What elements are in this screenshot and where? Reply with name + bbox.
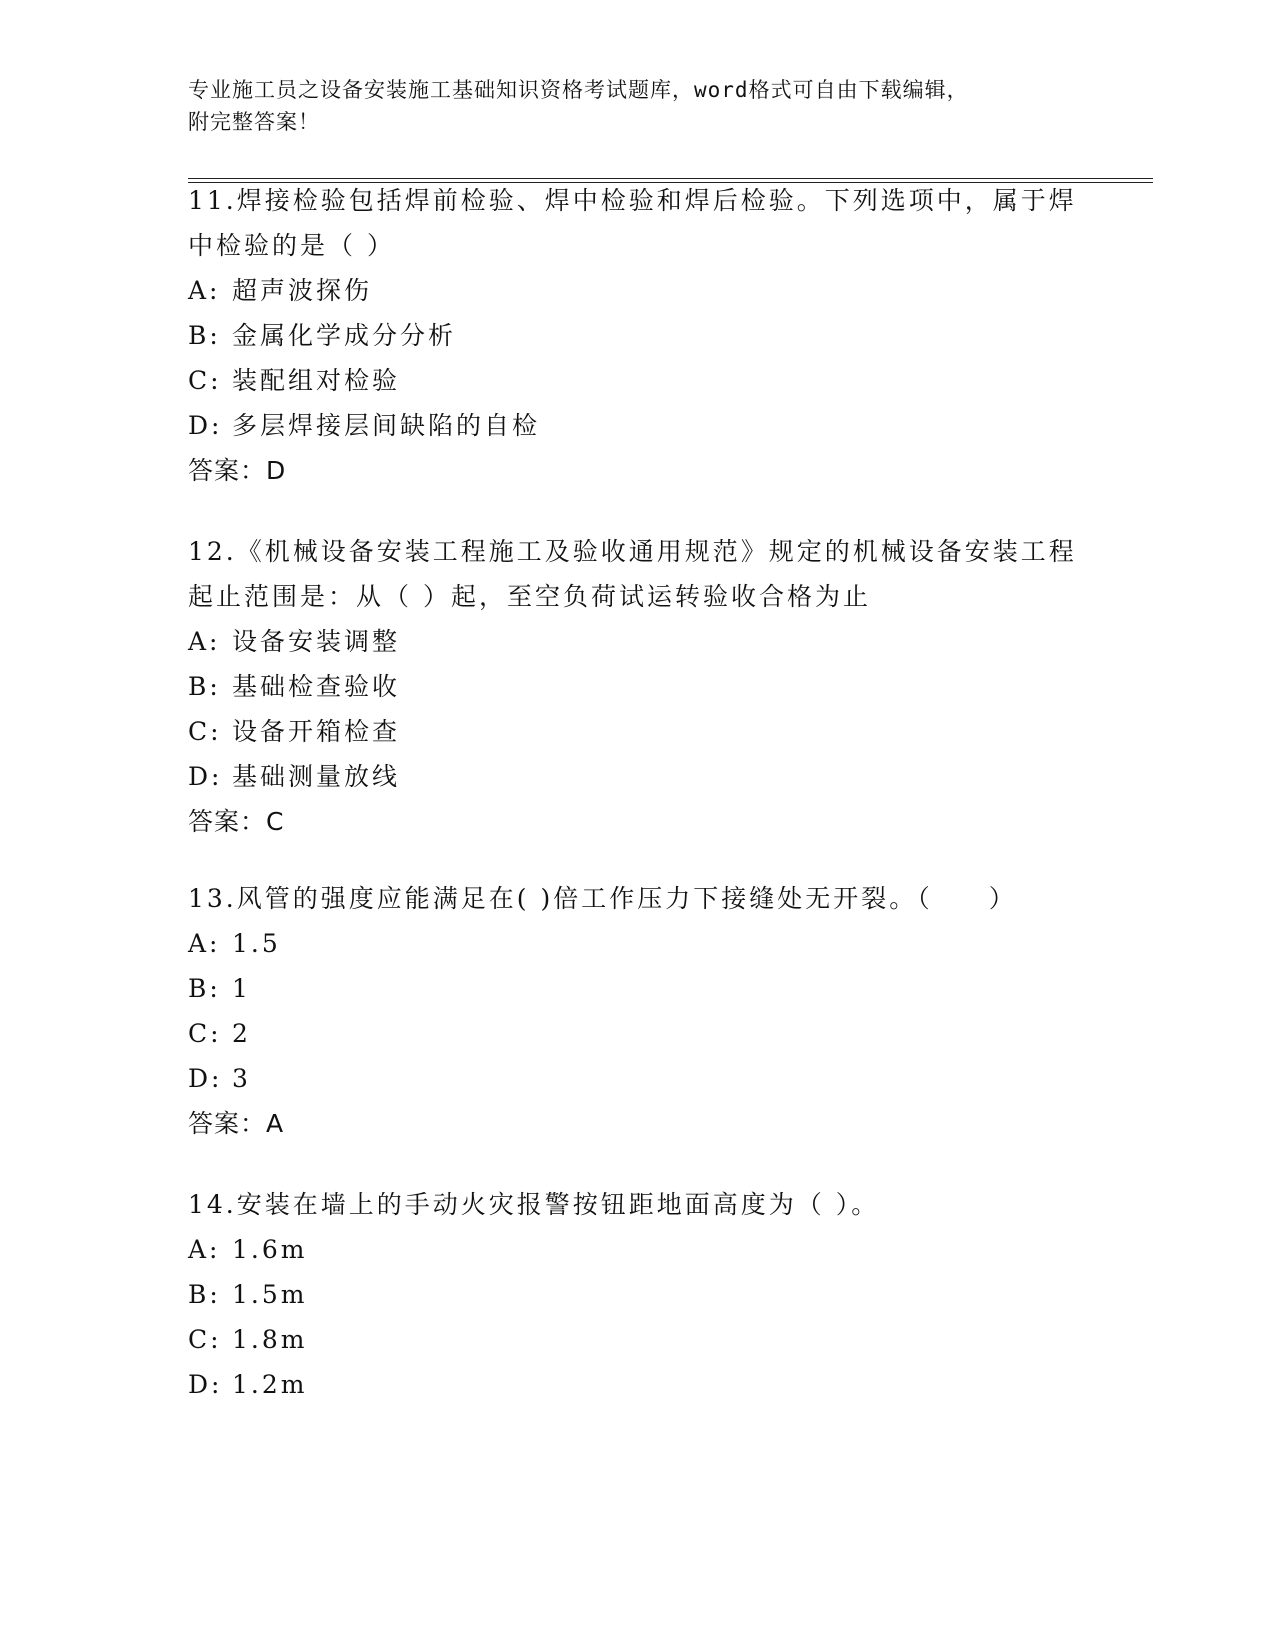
option-text: 设备安装调整 <box>232 627 401 656</box>
option-key: C: <box>188 366 222 395</box>
question-14 <box>188 1182 1088 1407</box>
option-d <box>188 403 1088 448</box>
option-key: C: <box>188 1019 222 1048</box>
option-key: A: <box>188 276 221 305</box>
option-d <box>188 754 1088 799</box>
option-text: 超声波探伤 <box>232 276 373 305</box>
option-a <box>188 619 1088 664</box>
option-a <box>188 1227 1088 1272</box>
option-key: A: <box>188 929 221 958</box>
answer-line: 答案：D <box>188 456 287 485</box>
option-key: D: <box>188 1370 223 1399</box>
option-key: D: <box>188 411 223 440</box>
option-c <box>188 709 1088 754</box>
option-text: 装配组对检验 <box>232 366 401 395</box>
option-text: 金属化学成分分析 <box>232 321 457 350</box>
question-stem: 11.焊接检验包括焊前检验、焊中检验和焊后检验。下列选项中，属于焊中检验的是（ ） <box>188 186 1077 260</box>
option-d <box>188 1362 1088 1407</box>
question-stem: 14.安装在墙上的手动火灾报警按钮距地面高度为（ ）。 <box>188 1190 880 1219</box>
option-a <box>188 268 1088 313</box>
option-key: B: <box>188 974 221 1003</box>
question-stem: 12.《机械设备安装工程施工及验收通用规范》规定的机械设备安装工程起止范围是：从（ ）起，至空负荷试运转验收合格为止 <box>188 537 1077 611</box>
option-text: 1.8m <box>232 1325 308 1354</box>
option-key: D: <box>188 1064 223 1093</box>
option-c <box>188 358 1088 403</box>
option-key: C: <box>188 717 222 746</box>
option-text: 1.5 <box>232 929 281 958</box>
option-b <box>188 1272 1088 1317</box>
option-text: 基础测量放线 <box>232 762 401 791</box>
question-13 <box>188 876 1088 1146</box>
option-text: 1.2m <box>232 1370 308 1399</box>
option-d <box>188 1056 1088 1101</box>
option-text: 2 <box>232 1019 251 1048</box>
option-b <box>188 966 1088 1011</box>
option-text: 3 <box>232 1064 251 1093</box>
header-line-2: 附完整答案！ <box>188 110 320 134</box>
option-key: C: <box>188 1325 222 1354</box>
option-c <box>188 1011 1088 1056</box>
answer-line: 答案：A <box>188 1109 285 1138</box>
option-key: B: <box>188 321 221 350</box>
option-text: 基础检查验收 <box>232 672 401 701</box>
option-a <box>188 921 1088 966</box>
option-b <box>188 313 1088 358</box>
option-text: 设备开箱检查 <box>232 717 401 746</box>
option-text: 1 <box>232 974 251 1003</box>
option-key: B: <box>188 1280 221 1309</box>
option-key: B: <box>188 672 221 701</box>
option-c <box>188 1317 1088 1362</box>
header-line-1: 专业施工员之设备安装施工基础知识资格考试题库，word格式可自由下载编辑， <box>188 78 969 102</box>
option-key: A: <box>188 627 221 656</box>
option-key: A: <box>188 1235 221 1264</box>
option-key: D: <box>188 762 223 791</box>
answer-line: 答案：C <box>188 807 285 836</box>
question-11 <box>188 178 1088 493</box>
question-stem: 13.风管的强度应能满足在( )倍工作压力下接缝处无开裂。（ ） <box>188 884 1017 913</box>
option-text: 多层焊接层间缺陷的自检 <box>232 411 541 440</box>
option-text: 1.6m <box>232 1235 308 1264</box>
option-b <box>188 664 1088 709</box>
option-text: 1.5m <box>232 1280 308 1309</box>
question-12 <box>188 529 1088 844</box>
document-header <box>188 74 1088 138</box>
